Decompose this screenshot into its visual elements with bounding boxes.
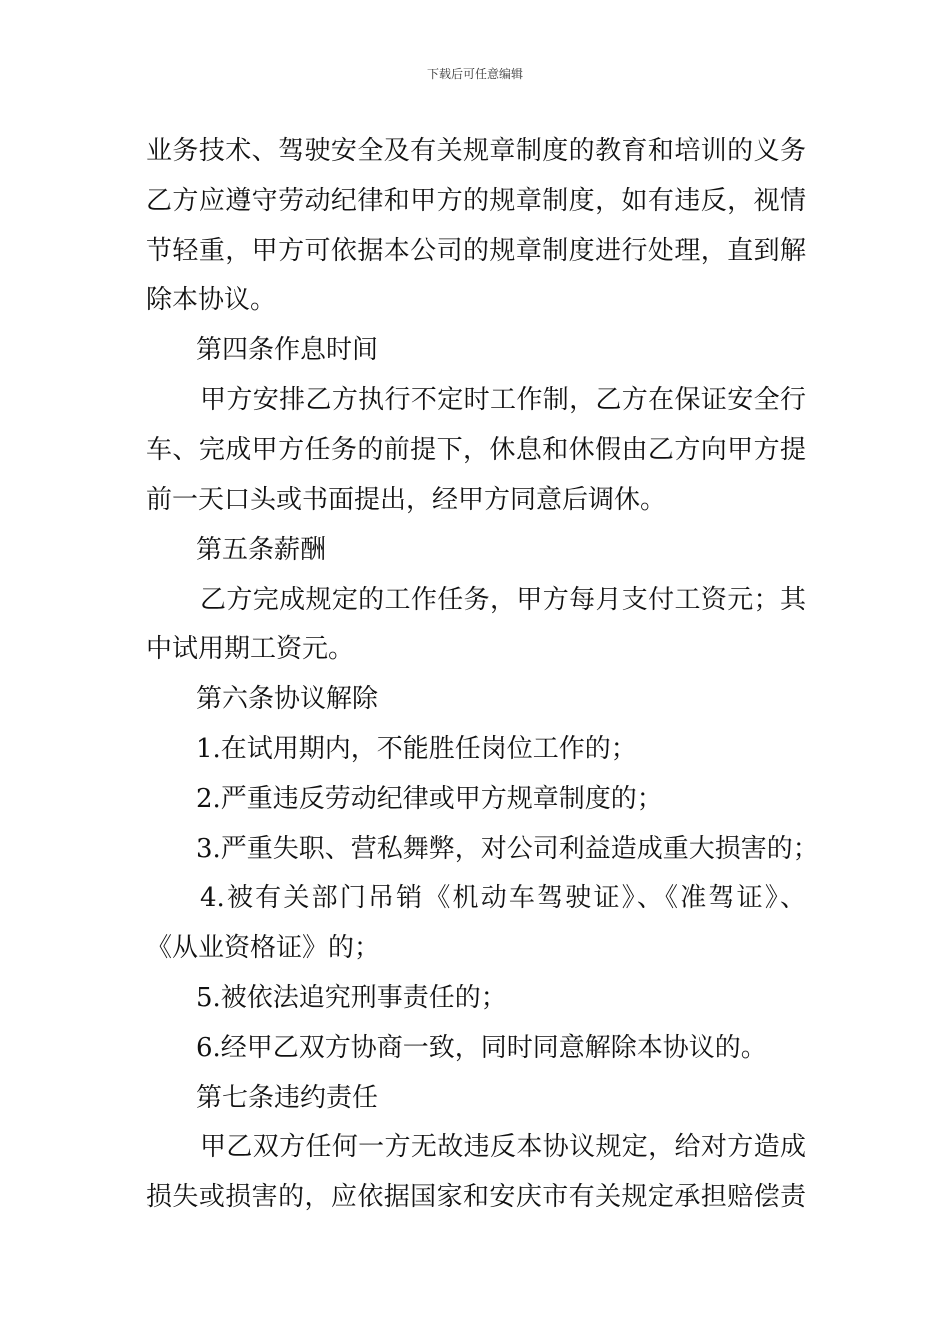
body-line-1: 业务技术、驾驶安全及有关规章制度的教育和培训的义务	[146, 136, 806, 166]
list-item-2: 2.严重违反劳动纪律或甲方规章制度的；	[196, 784, 663, 814]
body-line-11: 中试用期工资元。	[146, 634, 355, 664]
article-5-heading: 第五条薪酬	[196, 535, 327, 565]
list-item-4: 4.被有关部门吊销《机动车驾驶证》、《准驾证》、	[200, 883, 806, 913]
list-item-6: 6.经甲乙双方协商一致，同时同意解除本协议的。	[196, 1033, 767, 1063]
list-item-5: 5.被依法追究刑事责任的；	[196, 983, 507, 1013]
list-item-1: 1.在试用期内，不能胜任岗位工作的；	[196, 734, 637, 764]
body-line-4: 除本协议。	[146, 285, 277, 315]
body-line-10: 乙方完成规定的工作任务，甲方每月支付工资元；其	[200, 585, 806, 615]
body-line-6: 甲方安排乙方执行不定时工作制，乙方在保证安全行	[200, 385, 806, 415]
body-line-3: 节轻重，甲方可依据本公司的规章制度进行处理，直到解	[146, 236, 806, 266]
list-item-3: 3.严重失职、营私舞弊，对公司利益造成重大损害的；	[196, 834, 819, 864]
list-item-4-continued: 《从业资格证》的；	[146, 933, 381, 963]
body-line-7: 车、完成甲方任务的前提下，休息和休假由乙方向甲方提	[146, 435, 806, 465]
page-header: 下载后可任意编辑	[426, 67, 523, 81]
body-line-21: 甲乙双方任何一方无故违反本协议规定，给对方造成	[200, 1132, 806, 1162]
article-7-heading: 第七条违约责任	[196, 1083, 379, 1113]
article-6-heading: 第六条协议解除	[196, 684, 379, 714]
body-line-22: 损失或损害的，应依据国家和安庆市有关规定承担赔偿责	[146, 1182, 806, 1212]
body-line-2: 乙方应遵守劳动纪律和甲方的规章制度，如有违反，视情	[146, 186, 806, 216]
body-line-8: 前一天口头或书面提出，经甲方同意后调休。	[146, 485, 667, 515]
article-4-heading: 第四条作息时间	[196, 335, 379, 365]
